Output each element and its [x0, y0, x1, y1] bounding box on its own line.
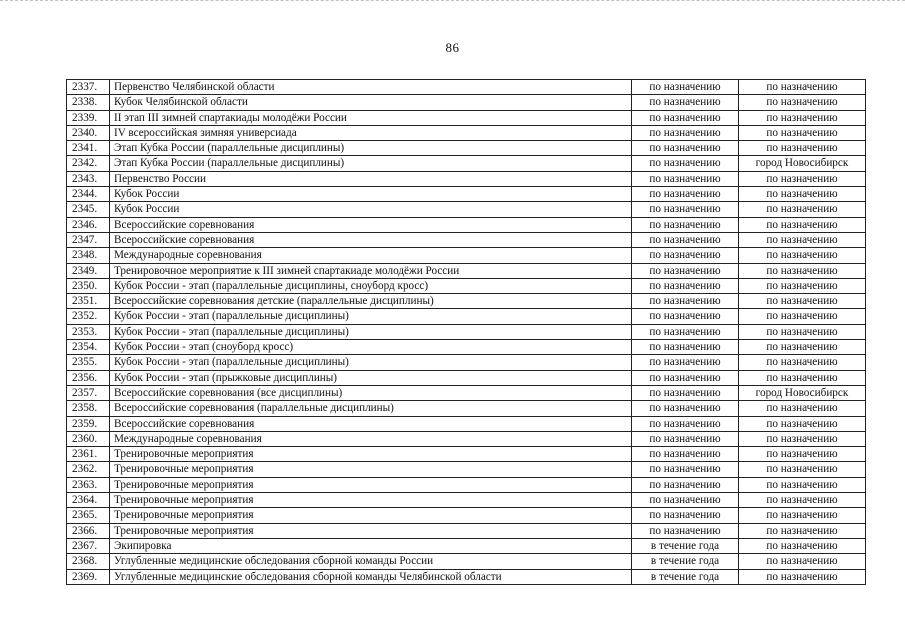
event-place-cell: по назначению	[739, 401, 866, 416]
row-number-cell: 2344.	[67, 187, 110, 202]
table-row	[67, 248, 866, 263]
event-name-cell: Всероссийские соревнования (параллельные дисциплины)	[110, 401, 632, 416]
table-row	[67, 141, 866, 156]
event-place-cell: по назначению	[739, 217, 866, 232]
row-number-cell: 2342.	[67, 156, 110, 171]
table-row	[67, 263, 866, 278]
event-name-cell: Этап Кубка России (параллельные дисциплины)	[110, 156, 632, 171]
event-place-cell: по назначению	[739, 462, 866, 477]
event-name-cell: Кубок России - этап (параллельные дисциплины, сноуборд кросс)	[110, 278, 632, 293]
event-date-cell: по назначению	[632, 385, 739, 400]
row-number-cell: 2356.	[67, 370, 110, 385]
event-date-cell: по назначению	[632, 416, 739, 431]
event-name-cell: Всероссийские соревнования детские (параллельные дисциплины)	[110, 294, 632, 309]
row-number-cell: 2369.	[67, 569, 110, 584]
event-place-cell: по назначению	[739, 263, 866, 278]
event-date-cell: по назначению	[632, 278, 739, 293]
row-number-cell: 2355.	[67, 355, 110, 370]
event-name-cell: Экипировка	[110, 538, 632, 553]
event-place-cell: по назначению	[739, 324, 866, 339]
table-row	[67, 171, 866, 186]
row-number-cell: 2350.	[67, 278, 110, 293]
event-place-cell: по назначению	[739, 569, 866, 584]
event-place-cell: по назначению	[739, 248, 866, 263]
event-name-cell: Первенство Челябинской области	[110, 80, 632, 95]
event-date-cell: по назначению	[632, 340, 739, 355]
event-place-cell: по назначению	[739, 431, 866, 446]
event-name-cell: Тренировочные мероприятия	[110, 508, 632, 523]
event-place-cell: по назначению	[739, 141, 866, 156]
row-number-cell: 2354.	[67, 340, 110, 355]
table-row	[67, 232, 866, 247]
event-date-cell: по назначению	[632, 324, 739, 339]
event-name-cell: Тренировочные мероприятия	[110, 462, 632, 477]
event-name-cell: IV всероссийская зимняя универсиада	[110, 125, 632, 140]
row-number-cell: 2337.	[67, 80, 110, 95]
event-place-cell: по назначению	[739, 554, 866, 569]
event-name-cell: Кубок России - этап (прыжковые дисциплины)	[110, 370, 632, 385]
event-name-cell: Кубок России - этап (сноуборд кросс)	[110, 340, 632, 355]
event-place-cell: город Новосибирск	[739, 156, 866, 171]
event-name-cell: Всероссийские соревнования	[110, 232, 632, 247]
event-date-cell: по назначению	[632, 80, 739, 95]
event-place-cell: по назначению	[739, 187, 866, 202]
events-table-body	[67, 80, 866, 585]
event-name-cell: Тренировочное мероприятие к III зимней спартакиаде молодёжи России	[110, 263, 632, 278]
event-date-cell: по назначению	[632, 431, 739, 446]
event-date-cell: по назначению	[632, 309, 739, 324]
table-row	[67, 309, 866, 324]
row-number-cell: 2348.	[67, 248, 110, 263]
event-date-cell: по назначению	[632, 248, 739, 263]
table-row	[67, 477, 866, 492]
event-date-cell: по назначению	[632, 217, 739, 232]
event-date-cell: по назначению	[632, 232, 739, 247]
event-date-cell: по назначению	[632, 125, 739, 140]
event-date-cell: по назначению	[632, 462, 739, 477]
event-date-cell: по назначению	[632, 508, 739, 523]
event-place-cell: по назначению	[739, 477, 866, 492]
row-number-cell: 2352.	[67, 309, 110, 324]
event-name-cell: Тренировочные мероприятия	[110, 447, 632, 462]
row-number-cell: 2364.	[67, 493, 110, 508]
event-place-cell: по назначению	[739, 370, 866, 385]
event-place-cell: по назначению	[739, 523, 866, 538]
table-row	[67, 385, 866, 400]
table-row	[67, 493, 866, 508]
event-place-cell: по назначению	[739, 171, 866, 186]
table-row	[67, 95, 866, 110]
event-date-cell: по назначению	[632, 523, 739, 538]
event-date-cell: по назначению	[632, 447, 739, 462]
event-name-cell: Этап Кубка России (параллельные дисциплины)	[110, 141, 632, 156]
row-number-cell: 2353.	[67, 324, 110, 339]
row-number-cell: 2357.	[67, 385, 110, 400]
event-date-cell: по назначению	[632, 187, 739, 202]
event-date-cell: по назначению	[632, 156, 739, 171]
table-row	[67, 110, 866, 125]
event-name-cell: Кубок Челябинской области	[110, 95, 632, 110]
event-name-cell: Первенство России	[110, 171, 632, 186]
event-place-cell: по назначению	[739, 232, 866, 247]
event-name-cell: Тренировочные мероприятия	[110, 493, 632, 508]
row-number-cell: 2346.	[67, 217, 110, 232]
event-name-cell: Всероссийские соревнования	[110, 416, 632, 431]
event-place-cell: по назначению	[739, 80, 866, 95]
event-place-cell: по назначению	[739, 202, 866, 217]
event-place-cell: по назначению	[739, 493, 866, 508]
event-place-cell: по назначению	[739, 110, 866, 125]
table-row	[67, 447, 866, 462]
row-number-cell: 2367.	[67, 538, 110, 553]
event-place-cell: по назначению	[739, 508, 866, 523]
event-place-cell: по назначению	[739, 355, 866, 370]
table-row	[67, 324, 866, 339]
row-number-cell: 2359.	[67, 416, 110, 431]
scan-edge-artifact	[0, 0, 905, 5]
event-name-cell: Кубок России - этап (параллельные дисциплины)	[110, 324, 632, 339]
table-row	[67, 416, 866, 431]
table-row	[67, 508, 866, 523]
event-name-cell: Углубленные медицинские обследования сборной команды России	[110, 554, 632, 569]
table-row	[67, 523, 866, 538]
table-row	[67, 370, 866, 385]
table-row	[67, 187, 866, 202]
table-row	[67, 401, 866, 416]
row-number-cell: 2365.	[67, 508, 110, 523]
event-place-cell: по назначению	[739, 309, 866, 324]
page-number: 86	[445, 40, 460, 55]
row-number-cell: 2345.	[67, 202, 110, 217]
event-date-cell: по назначению	[632, 294, 739, 309]
event-name-cell: Всероссийские соревнования	[110, 217, 632, 232]
table-row	[67, 554, 866, 569]
event-name-cell: Кубок России	[110, 202, 632, 217]
event-name-cell: Всероссийские соревнования (все дисциплины)	[110, 385, 632, 400]
row-number-cell: 2340.	[67, 125, 110, 140]
row-number-cell: 2362.	[67, 462, 110, 477]
event-place-cell: по назначению	[739, 416, 866, 431]
row-number-cell: 2351.	[67, 294, 110, 309]
row-number-cell: 2358.	[67, 401, 110, 416]
table-row	[67, 80, 866, 95]
event-place-cell: по назначению	[739, 95, 866, 110]
event-date-cell: по назначению	[632, 202, 739, 217]
table-row	[67, 431, 866, 446]
event-date-cell: по назначению	[632, 263, 739, 278]
event-date-cell: в течение года	[632, 538, 739, 553]
event-date-cell: по назначению	[632, 401, 739, 416]
event-date-cell: по назначению	[632, 477, 739, 492]
event-date-cell: по назначению	[632, 370, 739, 385]
row-number-cell: 2341.	[67, 141, 110, 156]
event-place-cell: город Новосибирск	[739, 385, 866, 400]
table-row	[67, 156, 866, 171]
event-place-cell: по назначению	[739, 278, 866, 293]
table-row	[67, 125, 866, 140]
event-place-cell: по назначению	[739, 125, 866, 140]
event-date-cell: по назначению	[632, 493, 739, 508]
table-row	[67, 217, 866, 232]
row-number-cell: 2343.	[67, 171, 110, 186]
event-place-cell: по назначению	[739, 340, 866, 355]
event-date-cell: в течение года	[632, 554, 739, 569]
event-name-cell: Тренировочные мероприятия	[110, 523, 632, 538]
event-place-cell: по назначению	[739, 447, 866, 462]
event-name-cell: II этап III зимней спартакиады молодёжи России	[110, 110, 632, 125]
events-table	[66, 79, 866, 585]
event-name-cell: Международные соревнования	[110, 431, 632, 446]
event-place-cell: по назначению	[739, 294, 866, 309]
row-number-cell: 2360.	[67, 431, 110, 446]
event-name-cell: Международные соревнования	[110, 248, 632, 263]
table-row	[67, 294, 866, 309]
table-row	[67, 355, 866, 370]
event-date-cell: по назначению	[632, 171, 739, 186]
row-number-cell: 2347.	[67, 232, 110, 247]
row-number-cell: 2366.	[67, 523, 110, 538]
event-place-cell: по назначению	[739, 538, 866, 553]
table-row	[67, 462, 866, 477]
row-number-cell: 2361.	[67, 447, 110, 462]
table-row	[67, 340, 866, 355]
event-date-cell: по назначению	[632, 95, 739, 110]
event-date-cell: по назначению	[632, 141, 739, 156]
row-number-cell: 2339.	[67, 110, 110, 125]
table-row	[67, 538, 866, 553]
event-date-cell: в течение года	[632, 569, 739, 584]
table-row	[67, 569, 866, 584]
table-row	[67, 278, 866, 293]
event-date-cell: по назначению	[632, 355, 739, 370]
event-name-cell: Тренировочные мероприятия	[110, 477, 632, 492]
row-number-cell: 2338.	[67, 95, 110, 110]
event-name-cell: Углубленные медицинские обследования сборной команды Челябинской области	[110, 569, 632, 584]
row-number-cell: 2368.	[67, 554, 110, 569]
table-row	[67, 202, 866, 217]
event-date-cell: по назначению	[632, 110, 739, 125]
event-name-cell: Кубок России - этап (параллельные дисциплины)	[110, 309, 632, 324]
row-number-cell: 2349.	[67, 263, 110, 278]
row-number-cell: 2363.	[67, 477, 110, 492]
event-name-cell: Кубок России - этап (параллельные дисциплины)	[110, 355, 632, 370]
event-name-cell: Кубок России	[110, 187, 632, 202]
